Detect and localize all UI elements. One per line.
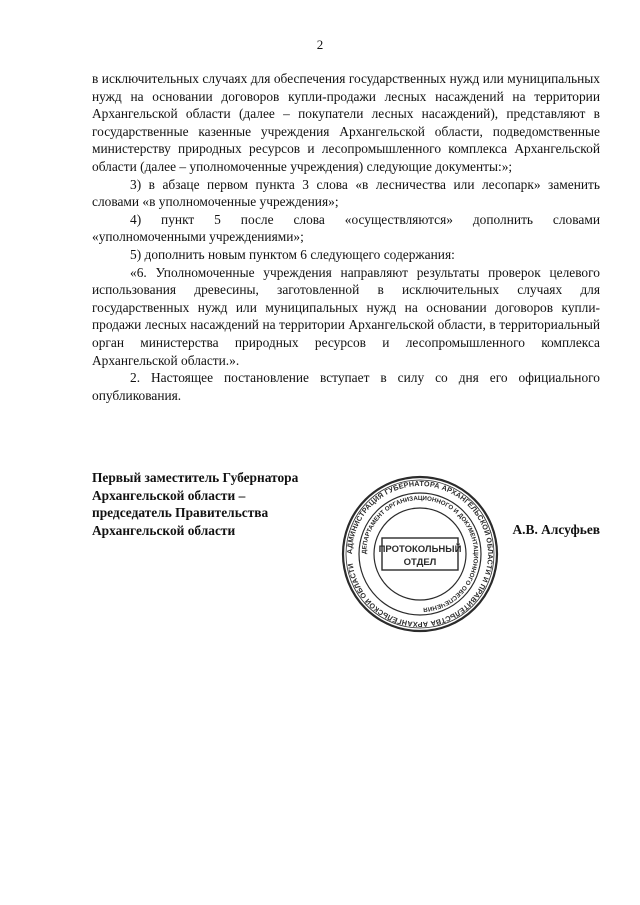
paragraph-continuation: в исключительных случаях для обеспечения государственных нужд или муниципальных нужд на основании договоров купли-продажи лесных насаждений на территории Архангельской области (далее – покупатели лесных насаждений), представляют в государственные казенные учреждения Архангельской области, подведомственные министерству природных ресурсов и лесопромышленного комплекса Архангельской области (далее – уполномоченные учреждения) следующие документы:»; — [92, 71, 600, 174]
signer-position-line: Первый заместитель Губернатора — [92, 470, 299, 485]
signer-position-line: председатель Правительства — [92, 505, 269, 521]
signer-position-line: Архангельской области – — [92, 487, 246, 503]
paragraph-item-4: 4) пункт 5 после слова «осуществляются» дополнить словами «уполномоченными учреждениями»; — [92, 211, 600, 245]
paragraph-item-3: 3) в абзаце первом пункта 3 слова «в лесничества или лесопарк» заменить словами «в уполномоченные учреждения»; — [92, 176, 600, 210]
signer-position — [92, 469, 352, 539]
seal-outer-text: АДМИНИСТРАЦИЯ ГУБЕРНАТОРА АРХАНГЕЛЬСКОЙ ОБЛАСТИ И ПРАВИТЕЛЬСТВА АРХАНГЕЛЬСКОЙ ОБЛАСТИ — [344, 478, 496, 630]
signer-name: А.В. Алсуфьев — [512, 522, 600, 537]
seal-center-line-2: ОТДЕЛ — [403, 557, 437, 568]
paragraph-entry-into-force: 2. Настоящее постановление вступает в силу со дня его официального опубликования. — [92, 370, 600, 403]
official-seal-icon — [340, 474, 500, 634]
page-number: 2 — [316, 37, 324, 52]
signer-position-line: Архангельской области — [92, 522, 236, 538]
paragraph-item-5: 5) дополнить новым пунктом 6 следующего содержания: — [130, 246, 455, 262]
seal-center-line-1: ПРОТОКОЛЬНЫЙ — [378, 544, 462, 555]
document-body — [92, 70, 600, 404]
seal-inner-text: ДЕПАРТАМЕНТ ОРГАНИЗАЦИОННОГО И ДОКУМЕНТАЦИОННОГО ОБЕСПЕЧЕНИЯ — [360, 494, 480, 613]
paragraph-new-point-6: «6. Уполномоченные учреждения направляют результаты проверок целевого использования древесины, заготовленной в исключительных случаях для государственных нужд или муниципальных нужд на основании договоров купли-продажи лесных насаждений на территории Архангельской области, в территориальный орган министерства природных ресурсов и лесопромышленного комплекса Архангельской области.». — [92, 264, 600, 368]
